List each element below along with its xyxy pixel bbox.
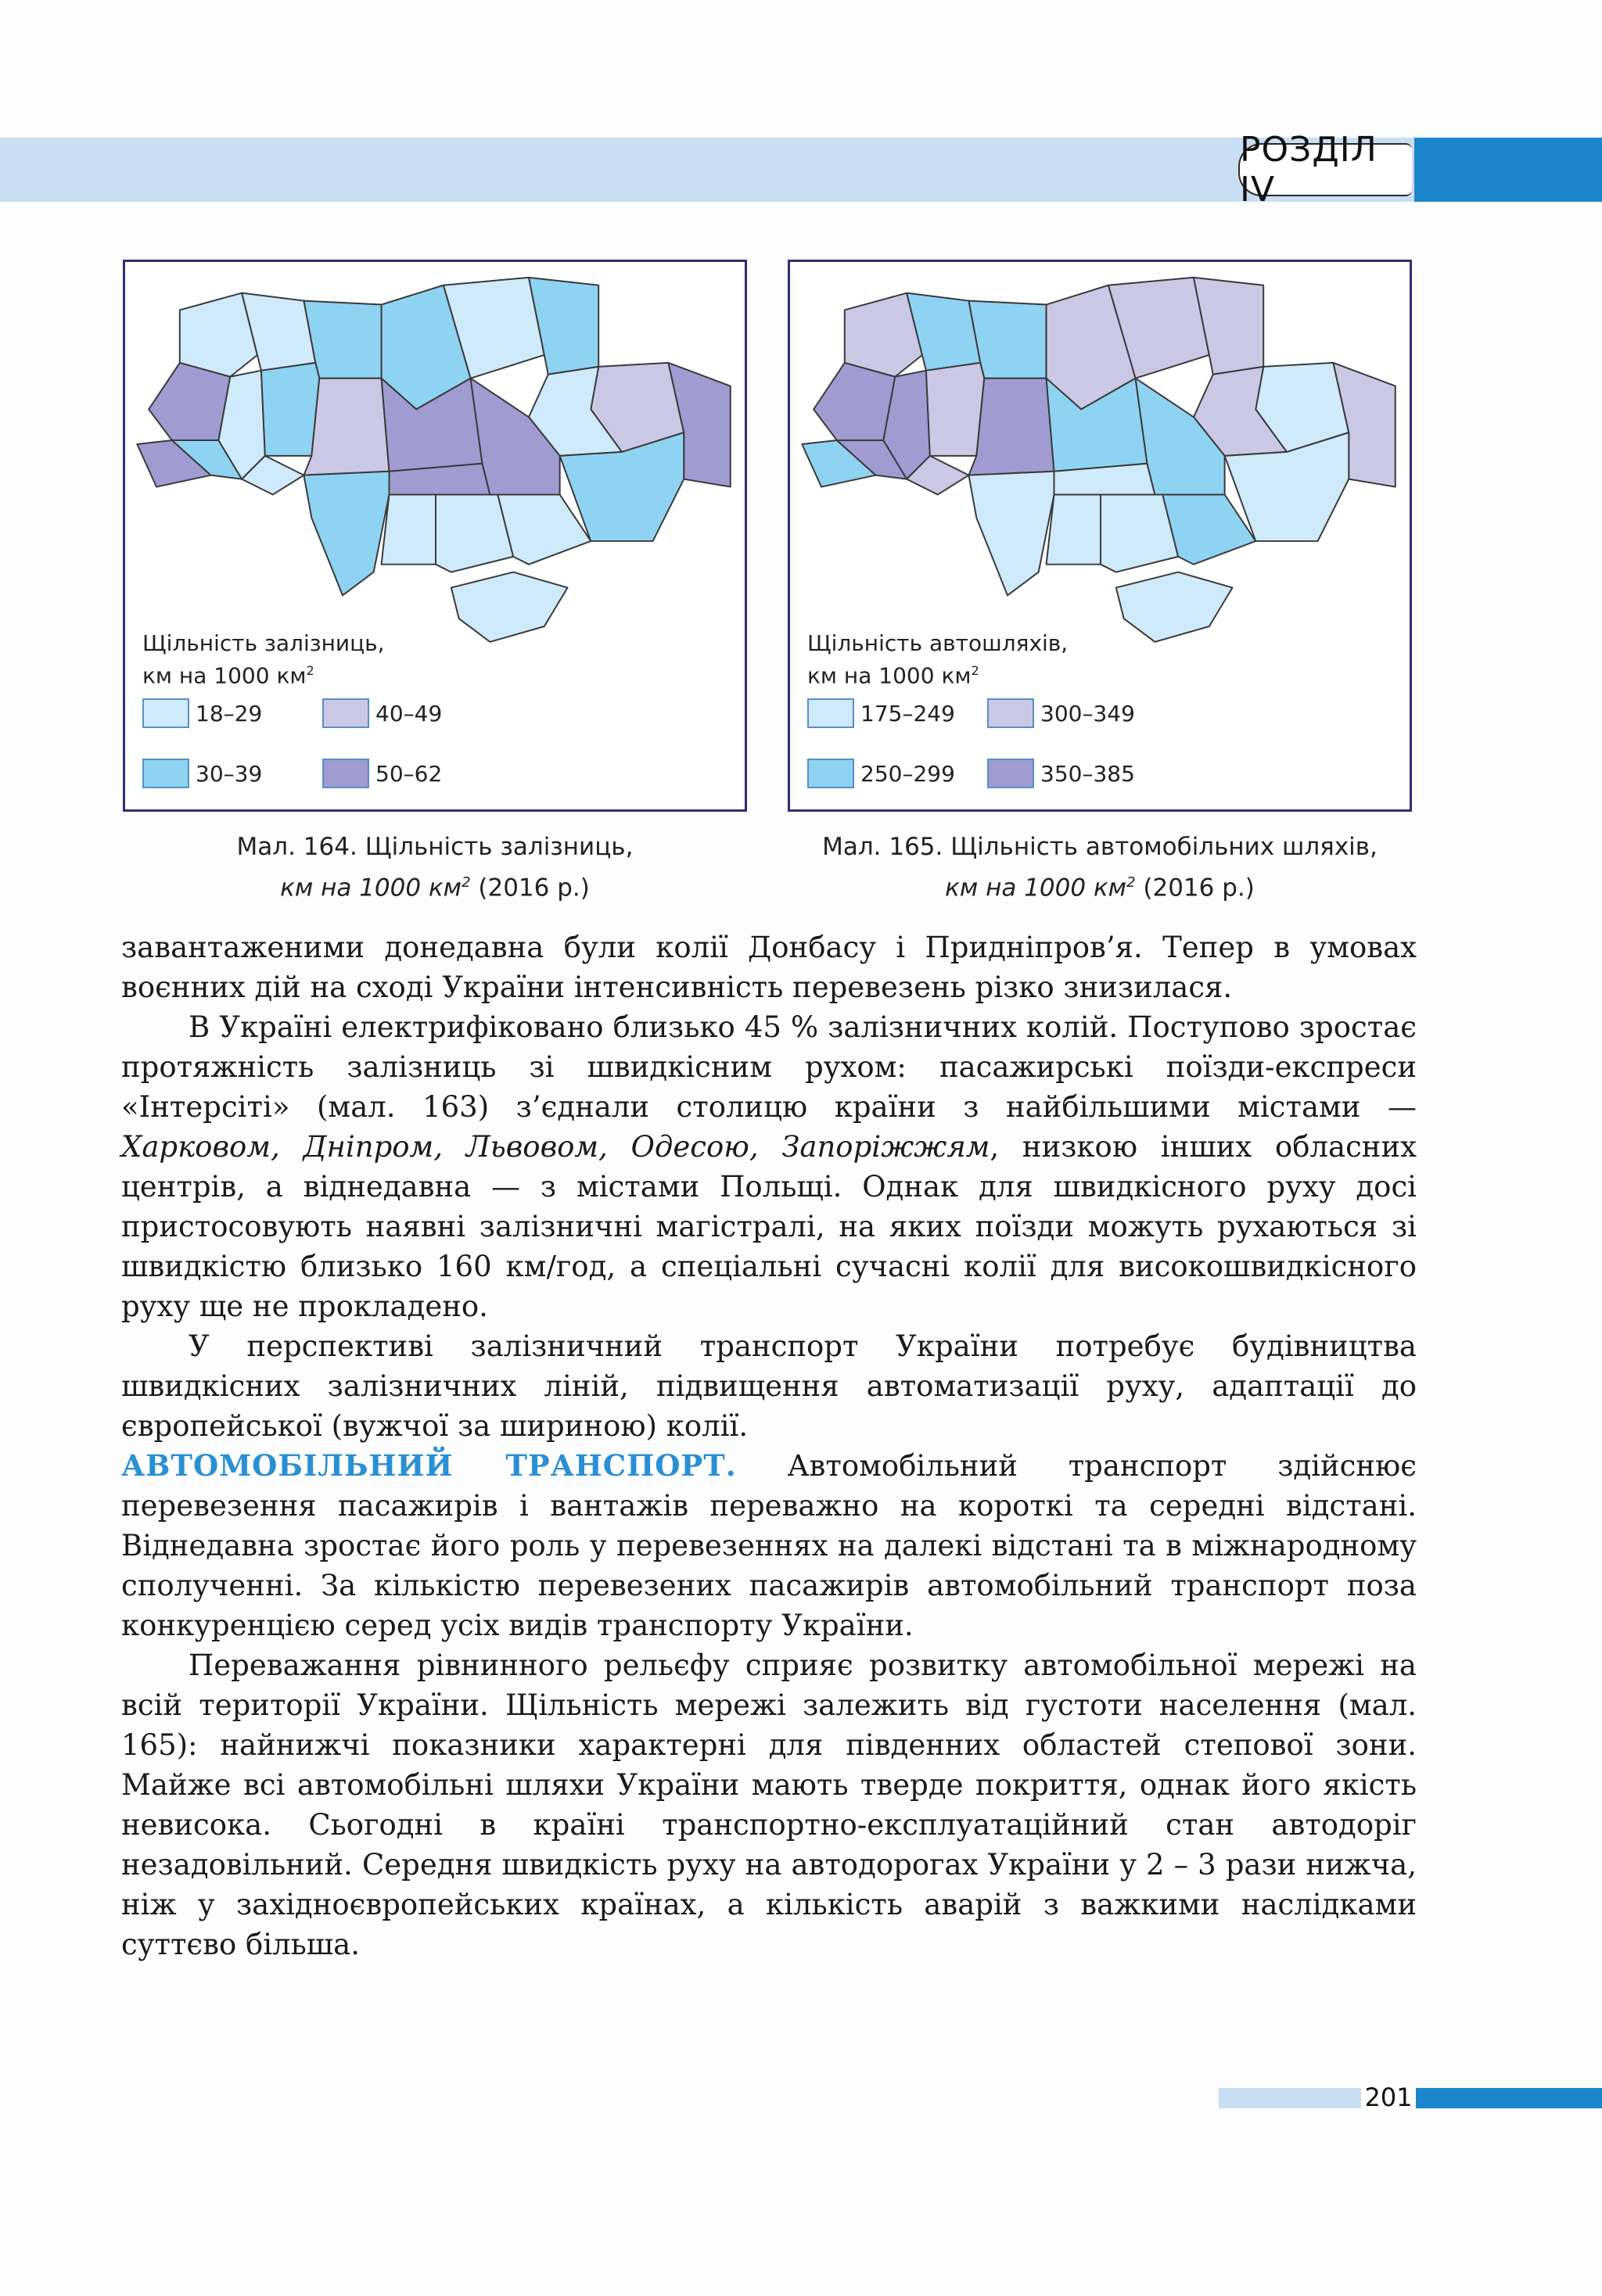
paragraph: Переважання рівнинного рельєфу сприяє розвитку автомобільної мережі на всій території України. Щільність мережі залежить від густоти населення (мал. 165): найнижчі показники характерні для південних областей степової зони. Майже всі автомобільні шляхи України мають тверде покриття, однак його якість невисока. Сьогодні в країні транспортно-експлуатаційний стан автодоріг незадовільний. Середня швидкість руху на автодорогах України у 2 – 3 рази нижча, ніж у західноєвропейських країнах, а кількість аварій з важкими наслідками суттєво більша. xyxy=(121,1648,1417,1961)
region-lviv xyxy=(814,363,895,440)
region-sumy xyxy=(1194,278,1263,375)
page-number: 201 xyxy=(1361,2082,1416,2113)
region-sumy xyxy=(529,278,598,375)
legend-swatch xyxy=(322,759,369,788)
legend-item: 175–249 xyxy=(807,698,955,728)
region-lviv xyxy=(149,363,230,440)
region-odesa xyxy=(304,472,389,596)
legend-swatch xyxy=(987,698,1034,728)
legend-item: 40–49 xyxy=(322,698,442,728)
region-crimea xyxy=(1116,572,1233,642)
legend-item: 350–385 xyxy=(987,759,1135,788)
legend-title: Щільність залізниць, км на 1000 $км^2$ xyxy=(142,630,385,689)
region-mykolaiv xyxy=(1047,494,1108,564)
legend-swatch xyxy=(987,759,1034,788)
legend-item: 18–29 xyxy=(142,698,262,728)
section-heading: АВТОМОБІЛЬНИЙ ТРАНСПОРТ. xyxy=(121,1448,737,1483)
paragraph: завантаженими донедавна були колії Донбасу і Придніпров’я. Тепер в умовах воєнних дій на сході України інтенсивність перевезень різко знизилася. xyxy=(121,931,1417,1004)
body-text xyxy=(121,927,1417,1964)
legend-swatch xyxy=(142,759,189,788)
header-accent xyxy=(1414,138,1602,202)
legend-swatch xyxy=(142,698,189,728)
legend-title: Щільність автошляхів, км на 1000 $км^2$ xyxy=(807,630,1069,689)
region-khmelnytskyi xyxy=(926,363,984,456)
paragraph: У перспективі залізничний транспорт України потребує будівництва швидкісних залізничних ліній, підвищення автоматизації руху, адаптації до європейської (вужчої за шириною) колії. xyxy=(121,1329,1417,1443)
map-railway-density xyxy=(123,260,747,812)
section-label: РОЗДІЛ IV xyxy=(1238,143,1412,196)
legend-swatch xyxy=(807,698,854,728)
figure-caption: Мал. 164. Щільність залізниць, км на 1000 $км^2$ (2016 р.) xyxy=(236,833,634,902)
map-road-density xyxy=(788,260,1412,812)
figure-caption: Мал. 165. Щільність автомобільних шляхів, км на 1000 $км^2$ (2016 р.) xyxy=(822,833,1378,902)
paragraph: В Україні електрифіковано близько 45 % залізничних колій. Поступово зростає протяжність залізниць зі швидкісним рухом: пасажирські поїзди-експреси «Інтерсіті» (мал. 163) з’єднали столицю країни з найбільшими містами — Харковом, Дніпром, Львовом, Одесою, Запоріжжям, низкою інших обласних центрів, а віднедавна — з містами Польщі. Однак для швидкісного руху досі пристосовують наявні залізничні магістралі, на яких поїзди можуть рухаються зі швидкістю близько 160 км/год, а спеціальні сучасні колії для високошвидкісного руху ще не прокладено. xyxy=(121,1010,1417,1323)
paragraph: АВТОМОБІЛЬНИЙ ТРАНСПОРТ. Автомобільний транспорт здійснює перевезення пасажирів і вантажів переважно на короткі та середні відстані. Віднедавна зростає його роль у перевезеннях на далекі відстані та в міжнародному сполученні. За кількістю перевезених пасажирів автомобільний транспорт поза конкуренцією серед усіх видів транспорту України. xyxy=(121,1448,1417,1642)
legend-item: 30–39 xyxy=(142,759,262,788)
legend-swatch xyxy=(322,698,369,728)
region-crimea xyxy=(451,572,568,642)
legend-swatch xyxy=(807,759,854,788)
region-mykolaiv xyxy=(382,494,444,564)
legend-item: 50–62 xyxy=(322,759,442,788)
region-odesa xyxy=(968,472,1054,596)
legend-item: 250–299 xyxy=(807,759,955,788)
legend-item: 300–349 xyxy=(987,698,1135,728)
footer-accent xyxy=(1416,2088,1602,2108)
region-khmelnytskyi xyxy=(261,363,319,456)
